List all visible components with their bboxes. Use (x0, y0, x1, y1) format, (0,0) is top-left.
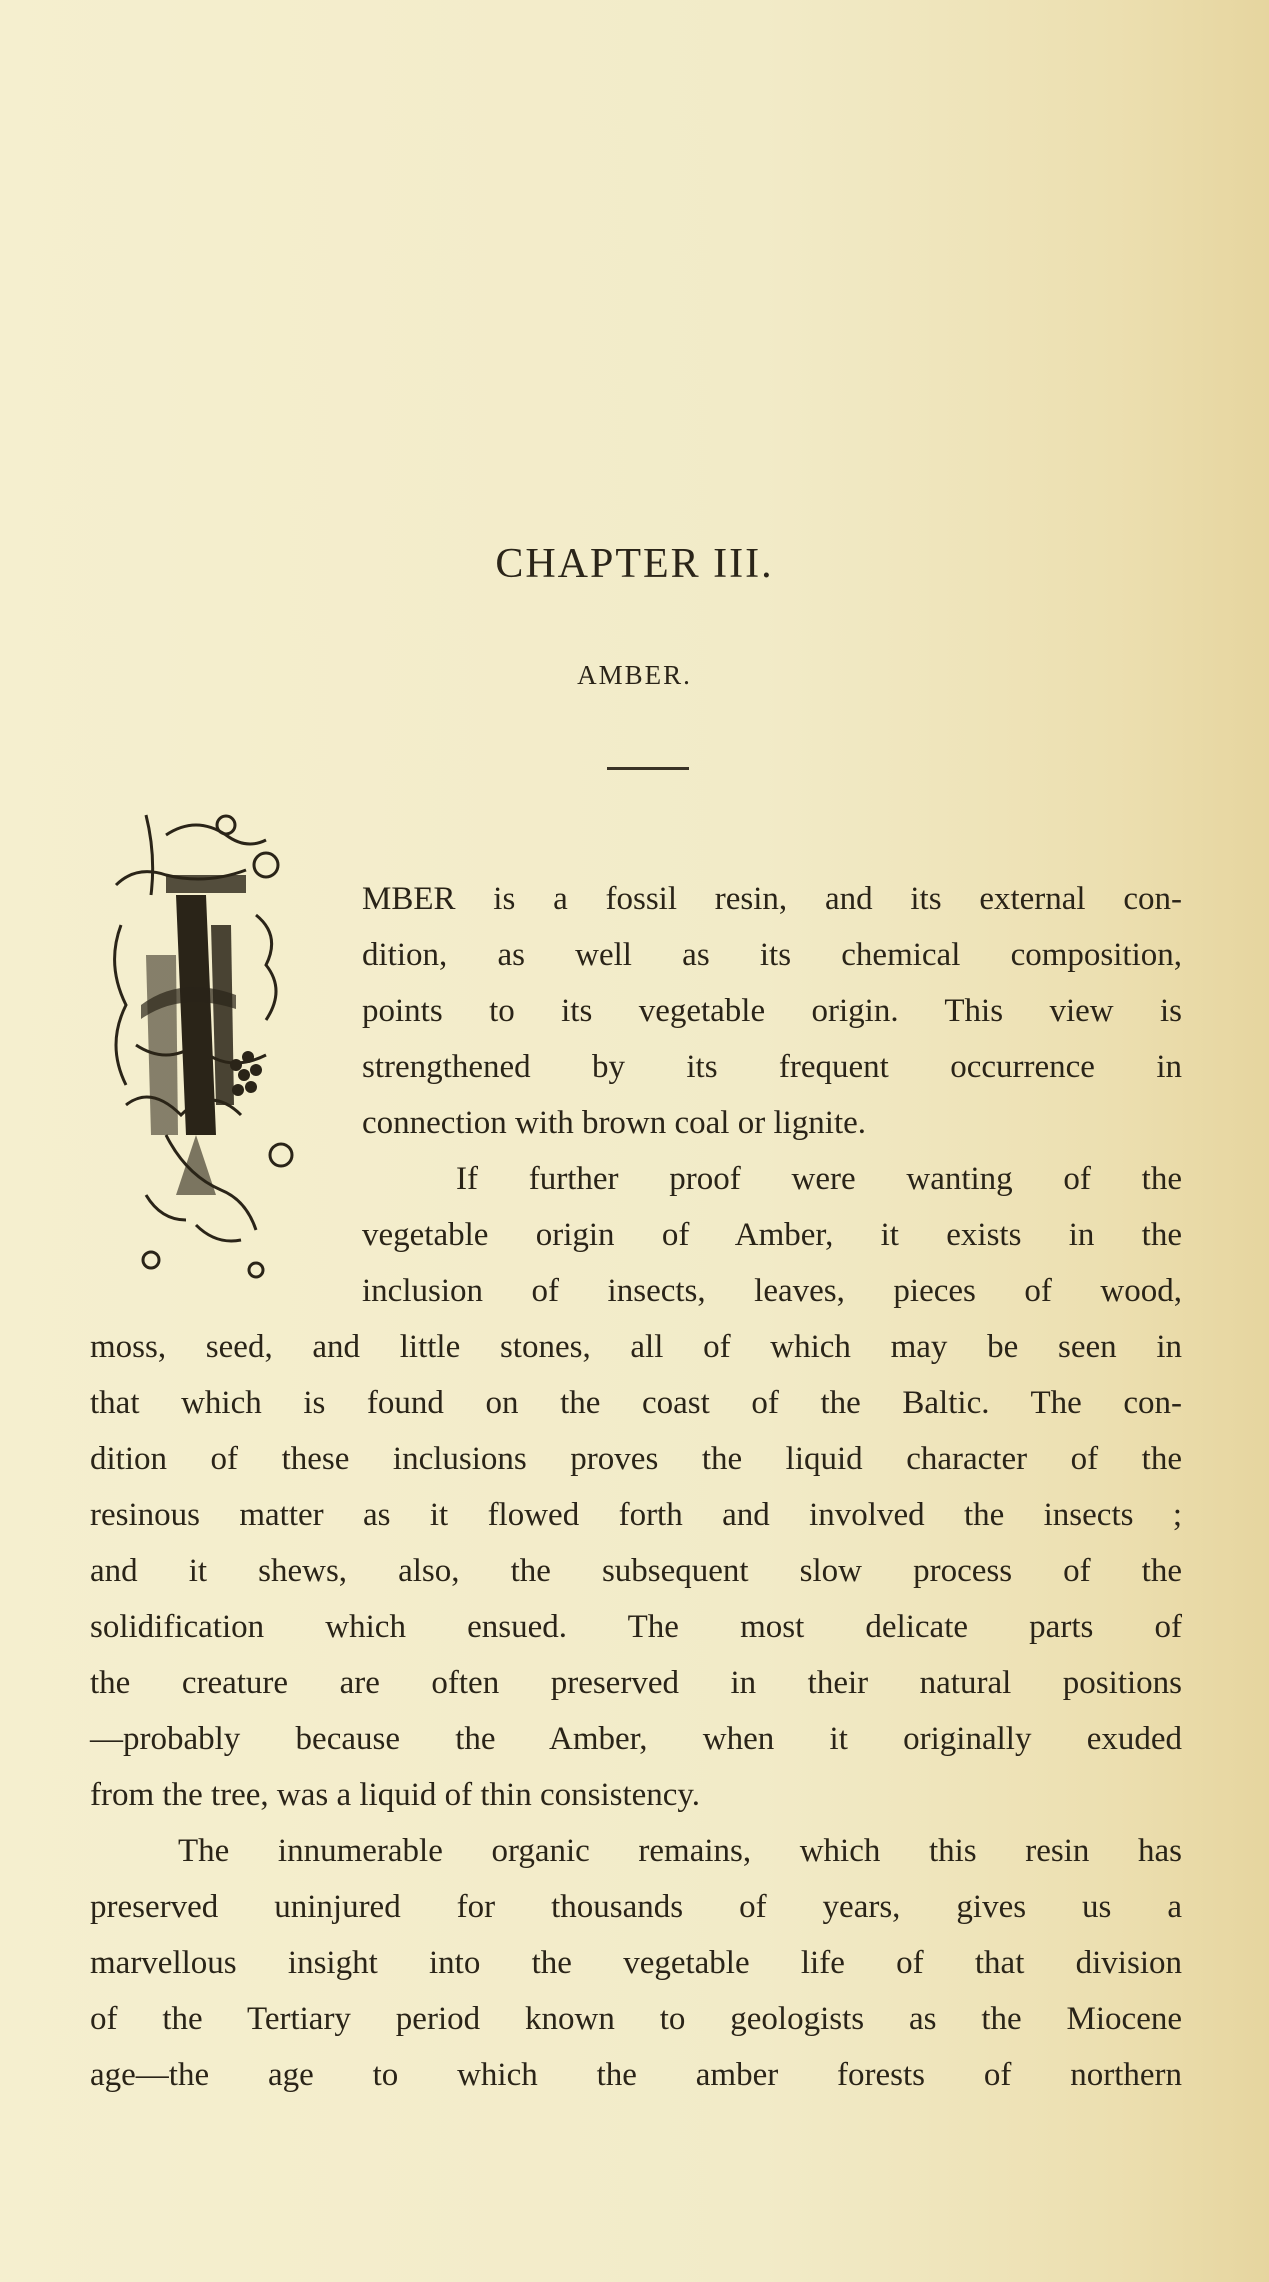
text-line: age—the age to which the amber forests of northern (90, 2057, 1182, 2093)
text-line: inclusion of insects, leaves, pieces of wood, (362, 1273, 1182, 1309)
ornamental-initial-a-icon (106, 805, 306, 1305)
text-line: —probably because the Amber, when it originally exuded (90, 1721, 1182, 1757)
text-line: dition of these inclusions proves the liquid character of the (90, 1441, 1182, 1477)
chapter-heading: CHAPTER III. (495, 541, 774, 587)
text-line: marvellous insight into the vegetable life of that division (90, 1945, 1182, 1981)
text-line: from the tree, was a liquid of thin consistency. (90, 1777, 701, 1813)
text-line: resinous matter as it flowed forth and involved the insects ; (90, 1497, 1182, 1533)
text-line: MBER is a fossil resin, and its external con- (362, 881, 1182, 917)
text-line: If further proof were wanting of the (456, 1161, 1182, 1197)
text-line: connection with brown coal or lignite. (362, 1105, 867, 1141)
text-line: the creature are often preserved in their natural positions (90, 1665, 1182, 1701)
text-line: solidification which ensued. The most delicate parts of (90, 1609, 1182, 1645)
text-line: points to its vegetable origin. This view is (362, 993, 1182, 1029)
title-divider (607, 767, 689, 770)
text-line: dition, as well as its chemical composition, (362, 937, 1182, 973)
text-line: and it shews, also, the subsequent slow process of the (90, 1553, 1182, 1589)
text-line: The innumerable organic remains, which this resin has (178, 1833, 1182, 1869)
text-line: strengthened by its frequent occurrence in (362, 1049, 1182, 1085)
chapter-title: AMBER. (577, 660, 692, 690)
text-line: vegetable origin of Amber, it exists in the (362, 1217, 1182, 1253)
text-line: moss, seed, and little stones, all of which may be seen in (90, 1329, 1182, 1365)
text-line: that which is found on the coast of the Baltic. The con- (90, 1385, 1182, 1421)
text-line: of the Tertiary period known to geologists as the Miocene (90, 2001, 1182, 2037)
text-line: preserved uninjured for thousands of years, gives us a (90, 1889, 1182, 1925)
